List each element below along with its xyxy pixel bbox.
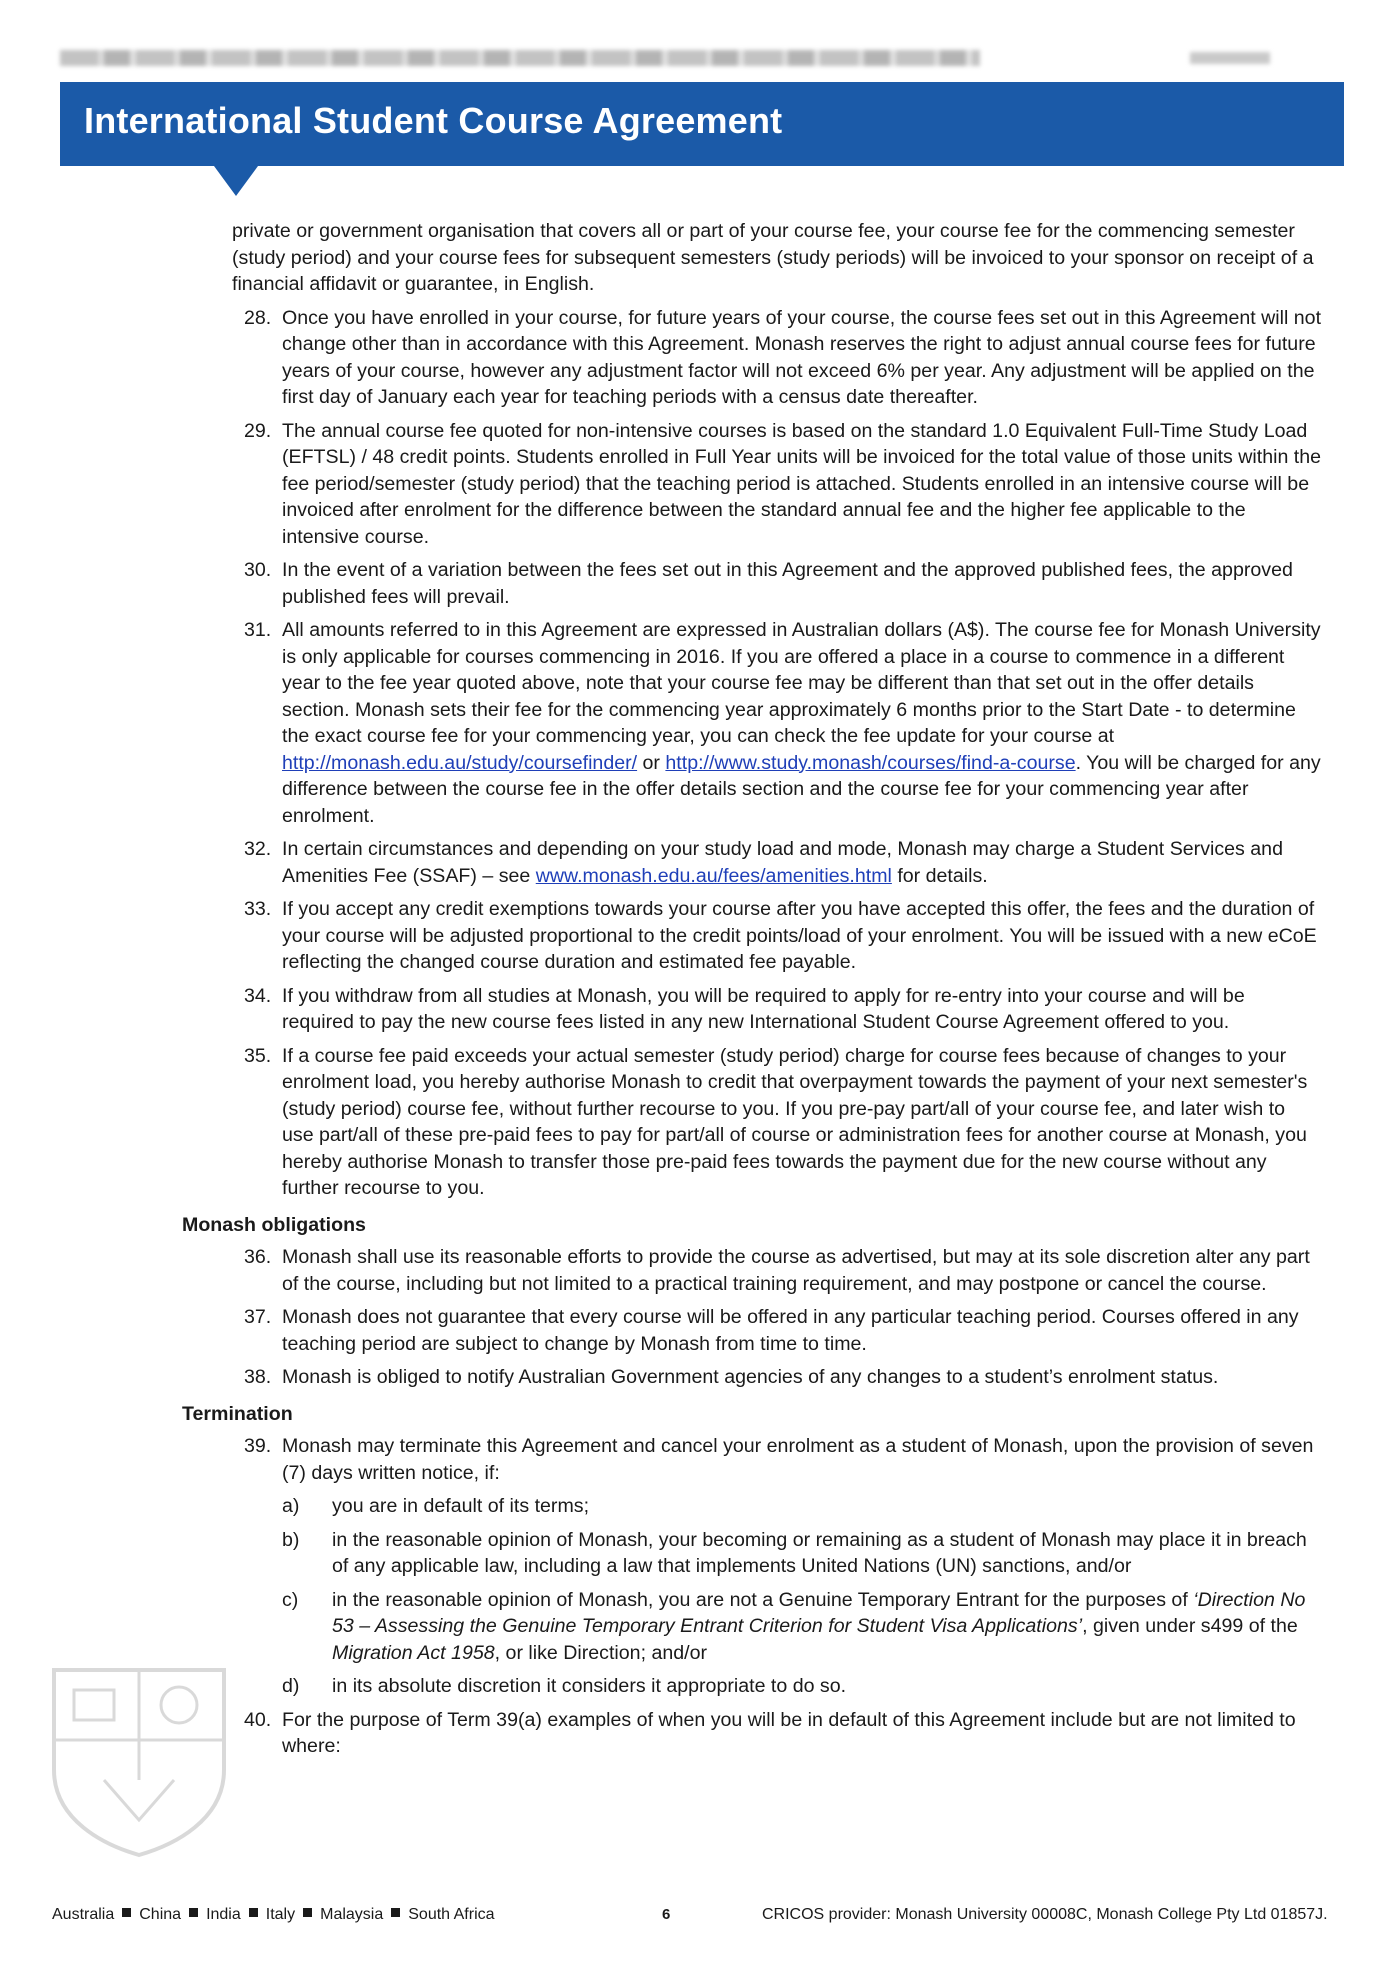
clause-text: In the event of a variation between the fees set out in this Agreement and the approved published fees, the approved published fees will prevail. xyxy=(282,559,1293,608)
bullet-square-icon xyxy=(303,1908,312,1917)
coursefinder-link[interactable]: http://monash.edu.au/study/coursefinder/ xyxy=(282,751,638,774)
redacted-header-right xyxy=(1190,52,1270,64)
subclause-label: c) xyxy=(282,1588,299,1611)
clause-29 xyxy=(232,418,1322,551)
campus-name: China xyxy=(139,1906,182,1923)
campus-list xyxy=(52,1906,495,1924)
bullet-square-icon xyxy=(189,1908,198,1917)
clause-37 xyxy=(232,1304,1322,1357)
clause-number: 32. xyxy=(244,838,272,860)
campus-name: Italy xyxy=(265,1906,296,1923)
clause-number: 34. xyxy=(244,984,272,1007)
clause-number: 35. xyxy=(244,1044,272,1067)
clause-text: In certain circumstances and depending on your study load and mode, Monash may charge a Student Services and Amenities Fee (SSAF) – see xyxy=(282,838,1283,887)
subclause-text: in the reasonable opinion of Monash, you are not a Genuine Temporary Entrant for the purposes of xyxy=(332,1588,1194,1611)
bullet-square-icon xyxy=(249,1908,258,1917)
clause-number: 33. xyxy=(244,898,272,920)
subclause-text: , or like Direction; and/or xyxy=(494,1641,708,1664)
intro-continuation: private or government organisation that covers all or part of your course fee, your course fee for the commencing semester (study period) and your course fees for subsequent semesters (study periods) will be invoiced to your sponsor on receipt of a financial affidavit or guarantee, in English. xyxy=(232,220,1314,295)
clause-number: 31. xyxy=(244,619,272,641)
clause-39-a xyxy=(232,1493,1322,1520)
clause-text: Once you have enrolled in your course, for future years of your course, the course fees set out in this Agreement will not change other than in accordance with this Agreement. Monash reserves the right to adjust annual course fees for future years of your course, however any adjustment factor will not exceed 6% per year. Any adjustment will be applied on the first day of January each year for teaching periods with a census date thereafter. xyxy=(282,306,1322,408)
clause-text: All amounts referred to in this Agreement are expressed in Australian dollars (A$). The course fee for Monash University is only applicable for courses commencing in 2016. If you are offered a place in a course to commence in a different year to the fee year quoted above, note that your course fee may be different than that set out in the offer details section. Monash sets their fee for the commencing year approximately 6 months prior to the Start Date - to determine the exact course fee for your commencing year, you can check the fee update for your course at xyxy=(282,619,1321,747)
clause-39-c xyxy=(232,1587,1322,1667)
clause-text: Monash does not guarantee that every course will be offered in any particular teaching period. Courses offered in any teaching period are subject to change by Monash from time to time. xyxy=(282,1306,1299,1355)
section-heading-obligations: Monash obligations xyxy=(182,1213,366,1236)
clause-text: for details. xyxy=(891,864,988,887)
bullet-square-icon xyxy=(122,1908,131,1917)
clause-text: The annual course fee quoted for non-intensive courses is based on the standard 1.0 Equivalent Full-Time Study Load (EFTSL) / 48 credit points. Students enrolled in Full Year units will be invoiced for the total value of those units within the fee period/semester (study period) that the teaching period is attached. Students enrolled in an intensive course will be invoiced after enrolment for the difference between the standard annual fee and the higher fee applicable to the intensive course. xyxy=(282,419,1322,548)
clause-text: . You will be charged for any difference between the course fee in the offer details section and the course fee for your commencing year after enrolment. xyxy=(282,751,1321,827)
subclause-text: in the reasonable opinion of Monash, your becoming or remaining as a student of Monash may place it in breach of any applicable law, including a law that implements United Nations (UN) sanctions, and/or xyxy=(332,1528,1307,1577)
clause-number: 38. xyxy=(244,1366,272,1388)
clause-text: Monash shall use its reasonable efforts to provide the course as advertised, but may at its sole discretion alter any part of the course, including but not limited to a practical training requirement, and may postpone or cancel the course. xyxy=(282,1246,1310,1295)
amenities-fee-link[interactable]: www.monash.edu.au/fees/amenities.html xyxy=(535,864,892,887)
clause-text: If you withdraw from all studies at Monash, you will be required to apply for re-entry into your course and will be required to pay the new course fees listed in any new International Student Course Agreement offered to you. xyxy=(282,984,1245,1033)
clause-34 xyxy=(232,983,1322,1036)
find-a-course-link[interactable]: http://www.study.monash/courses/find-a-course xyxy=(665,751,1076,774)
campus-name: South Africa xyxy=(408,1906,495,1923)
clause-39-b xyxy=(232,1527,1322,1580)
campus-name: India xyxy=(206,1906,241,1923)
campus-name: Australia xyxy=(52,1906,115,1923)
clause-text: Monash is obliged to notify Australian Government agencies of any changes to a student’s enrolment status. xyxy=(282,1366,1219,1388)
clause-39 xyxy=(232,1433,1322,1486)
section-heading-termination: Termination xyxy=(182,1402,293,1425)
clause-33 xyxy=(232,896,1322,976)
subclause-label: a) xyxy=(282,1495,300,1517)
clause-text: For the purpose of Term 39(a) examples of when you will be in default of this Agreement include but are not limited to where: xyxy=(282,1708,1296,1757)
subclause-text: , given under s499 of the xyxy=(1082,1615,1298,1637)
clause-35 xyxy=(232,1043,1322,1202)
clause-30 xyxy=(232,557,1322,610)
clause-40 xyxy=(232,1707,1322,1760)
direction-title: ‘Direction No 53 – Assessing the Genuine Temporary Entrant Criterion for Student Visa Applications’ xyxy=(332,1588,1306,1637)
clause-36 xyxy=(232,1244,1322,1297)
clause-number: 28. xyxy=(244,306,272,329)
clause-28 xyxy=(232,305,1322,411)
clause-number: 36. xyxy=(244,1246,272,1268)
subclause-text: you are in default of its terms; xyxy=(332,1495,590,1517)
clause-32 xyxy=(232,836,1322,889)
page-number: 6 xyxy=(662,1906,671,1923)
cricos-notice: CRICOS provider: Monash University 00008C, Monash College Pty Ltd 01857J. xyxy=(762,1906,1328,1923)
redacted-document-header xyxy=(60,50,980,66)
clause-number: 30. xyxy=(244,559,272,581)
clause-text: Monash may terminate this Agreement and cancel your enrolment as a student of Monash, upon the provision of seven (7) days written notice, if: xyxy=(282,1435,1314,1484)
clause-number: 37. xyxy=(244,1306,272,1328)
clause-39-d xyxy=(232,1673,1322,1700)
clause-number: 39. xyxy=(244,1435,272,1457)
campus-name: Malaysia xyxy=(320,1906,384,1923)
page-footer xyxy=(52,1906,1352,1930)
clause-text: If a course fee paid exceeds your actual semester (study period) charge for course fees because of changes to your enrolment load, you hereby authorise Monash to credit that overpayment towards the payment of your next semester's (study period) course fee, without further recourse to you. If you pre-pay part/all of your course fee, and later wish to use part/all of these pre-paid fees to pay for part/all of course or administration fees for another course at Monash, you hereby authorise Monash to transfer those pre-paid fees towards the payment due for the new course without any further recourse to you. xyxy=(282,1044,1308,1199)
clause-text: If you accept any credit exemptions towards your course after you have accepted this offer, the fees and the duration of your course will be adjusted proportional to the credit points/load of your enrolment. You will be issued with a new eCoE reflecting the changed course duration and estimated fee payable. xyxy=(282,898,1317,973)
clause-number: 29. xyxy=(244,419,272,442)
monash-crest-watermark-icon xyxy=(44,1660,234,1860)
subclause-label: d) xyxy=(282,1675,300,1697)
bullet-square-icon xyxy=(391,1908,400,1917)
subclause-label: b) xyxy=(282,1528,300,1551)
subclause-text: in its absolute discretion it considers it appropriate to do so. xyxy=(332,1675,847,1697)
agreement-body xyxy=(182,218,1322,1767)
banner-pointer xyxy=(214,166,258,196)
act-title: Migration Act 1958 xyxy=(332,1641,495,1664)
clause-number: 40. xyxy=(244,1708,272,1731)
page-title: International Student Course Agreement xyxy=(84,100,783,141)
clause-38 xyxy=(232,1364,1322,1391)
clause-31 xyxy=(232,617,1322,829)
clause-text: or xyxy=(637,751,666,774)
